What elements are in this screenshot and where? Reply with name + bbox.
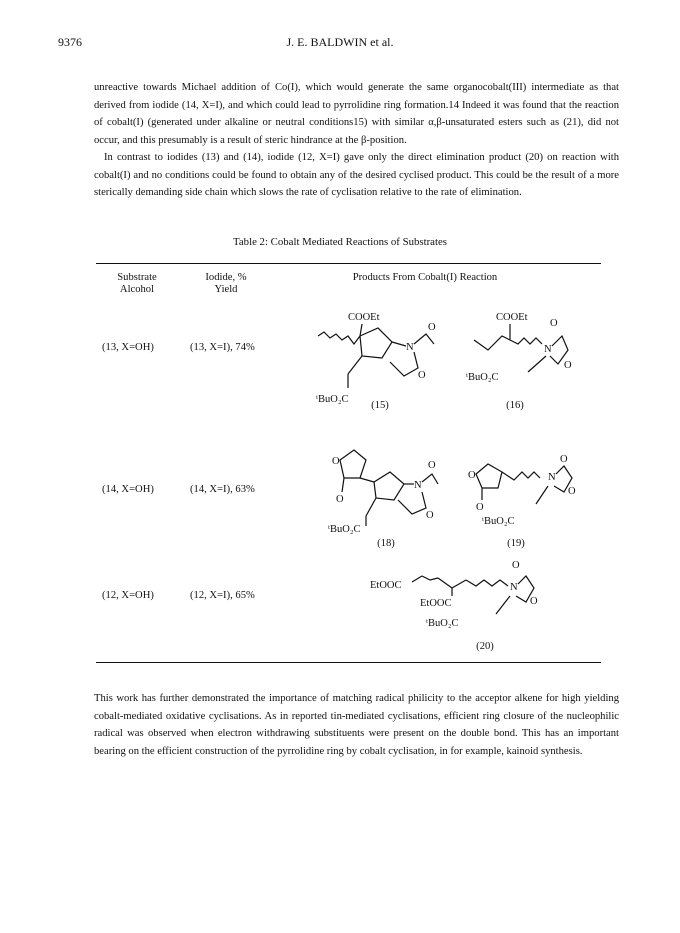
o-atom: O (568, 486, 576, 497)
tbuo2c-label: ᵗBuO₂C (426, 618, 459, 629)
compound-label-15: (15) (371, 400, 389, 411)
tbuo2c-label: ᵗBuO₂C (482, 516, 515, 527)
o-atom: O (428, 460, 436, 471)
wavy-bond (466, 580, 508, 586)
tbuo2c-label: ᵗBuO₂C (328, 524, 361, 535)
table-caption: Table 2: Cobalt Mediated Reactions of Substrates (233, 236, 447, 248)
row1-substrate: (13, X=OH) (102, 342, 154, 353)
compound-label-20: (20) (476, 641, 494, 652)
wavy-bond (502, 472, 540, 480)
intro-text (94, 79, 619, 202)
table-top-rule (96, 263, 601, 264)
o-atom: O (564, 360, 572, 371)
running-head: J. E. BALDWIN et al. (286, 35, 394, 49)
o-atom: O (512, 560, 520, 571)
table-bottom-rule (96, 662, 601, 663)
structure-16 (458, 306, 578, 386)
structure-15 (308, 306, 448, 411)
row3-iodide: (12, X=I), 65% (190, 590, 255, 601)
o-atom: O (550, 318, 558, 329)
n-atom: N (406, 342, 414, 353)
tbuo2c-label: ᵗBuO₂C (316, 394, 349, 405)
compound-label-19: (19) (507, 538, 525, 549)
o-atom: O (560, 454, 568, 465)
wavy-bond (474, 336, 542, 350)
o-atom: O (468, 470, 476, 481)
structure-18 (318, 438, 448, 543)
n-atom: N (414, 480, 422, 491)
compound-label-18: (18) (377, 538, 395, 549)
cooet-label: COOEt (496, 312, 528, 323)
intro-paragraph-1: unreactive towards Michael addition of Co(I), which would generate the same organocobalt(III) intermediate as that derived from iodide (14, X=I), and which could lead to pyrrolidine ring formation.14 Indeed it was found that the reaction of cobalt(I) (generated under alkaline or neutral conditions15) with similar α,β-unsaturated esters such as (21), did not occur, and this presumably is a result of steric hindrance at the β-position. (94, 82, 619, 146)
structure-20 (370, 556, 550, 636)
column-header-products: Products From Cobalt(I) Reaction (352, 272, 498, 283)
closing-text (94, 690, 619, 760)
column-header-iodide: Iodide, % Yield (205, 272, 247, 295)
structure-19 (464, 450, 584, 540)
row3-substrate: (12, X=OH) (102, 590, 154, 601)
closing-paragraph: This work has further demonstrated the importance of matching radical philicity to the acceptor alkene for high yielding cobalt-mediated oxidative cyclisations. As in reported tin-mediated cyclisations, efficient ring closure of the nucleophilic radical was observed when electron withdrawing substituents were present on the double bond. This has an important bearing on the efficient construction of the pyrrolidine ring by cobalt cyclisation, in for example, kainoid synthesis. (94, 693, 619, 757)
o-atom: O (530, 596, 538, 607)
o-atom: O (426, 510, 434, 521)
n-atom: N (544, 344, 552, 355)
o-atom: O (332, 456, 340, 467)
o-atom: O (336, 494, 344, 505)
o-atom: O (428, 322, 436, 333)
row2-iodide: (14, X=I), 63% (190, 484, 255, 495)
wavy-bond (318, 332, 360, 344)
row2-substrate: (14, X=OH) (102, 484, 154, 495)
etooc-label: EtOOC (420, 598, 452, 609)
o-atom: O (418, 370, 426, 381)
compound-label-16: (16) (506, 400, 524, 411)
n-atom: N (510, 582, 518, 593)
column-header-substrate: Substrate Alcohol (117, 272, 157, 295)
intro-paragraph-2: In contrast to iodides (13) and (14), iodide (12, X=I) gave only the direct elimination product (20) on reaction with cobalt(I) and no conditions could be found to obtain any of the desired cyclised product. This could be the result of a more sterically demanding side chain which slows the rate of cyclisation relative to the rate of elimination. (94, 152, 619, 198)
n-atom: N (548, 472, 556, 483)
tbuo2c-label: ᵗBuO₂C (466, 372, 499, 383)
page-number: 9376 (58, 35, 82, 49)
etooc-label: EtOOC (370, 580, 402, 591)
wavy-bond (412, 576, 438, 582)
o-atom: O (476, 502, 484, 513)
cooet-label: COOEt (348, 312, 380, 323)
row1-iodide: (13, X=I), 74% (190, 342, 255, 353)
